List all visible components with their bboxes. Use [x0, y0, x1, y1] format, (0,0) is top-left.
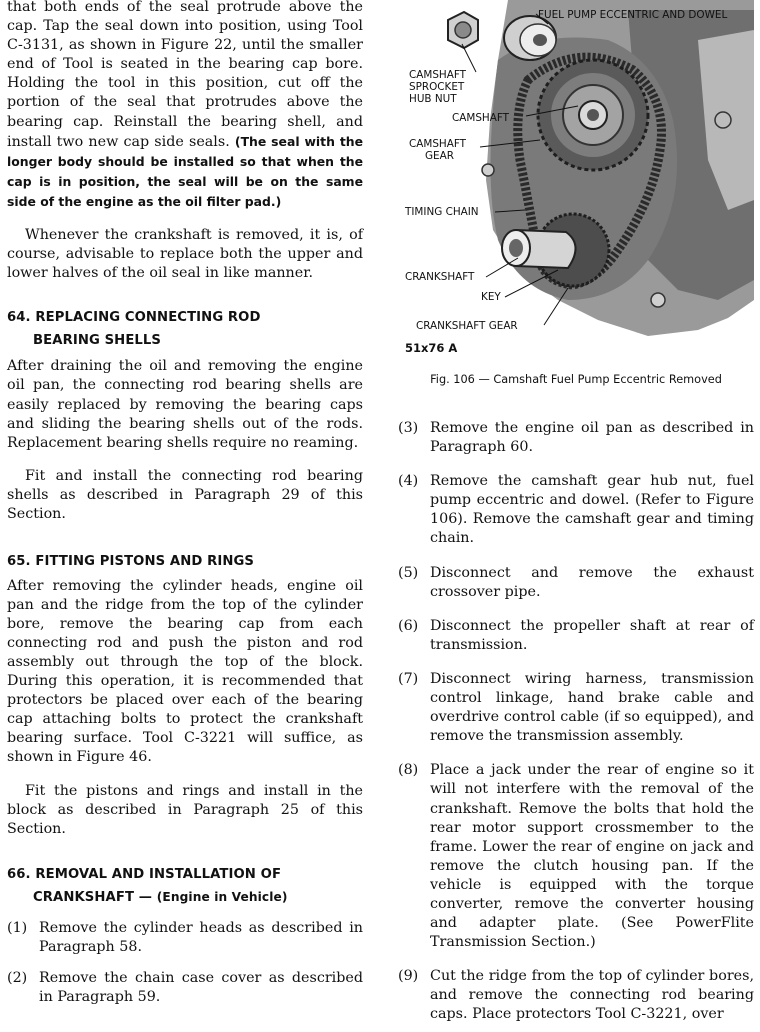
label-camshaft-gear-2: GEAR — [425, 150, 454, 162]
list-item-text: Disconnect and remove the exhaust crossover pipe. — [430, 564, 754, 600]
section-66-heading-sub: (Engine in Vehicle) — [156, 890, 288, 905]
list-item-number: (9) — [398, 968, 419, 985]
figure-id: 51x76 A — [405, 341, 458, 355]
list-item-number: (6) — [398, 617, 419, 634]
label-crankshaft: CRANKSHAFT — [405, 271, 475, 283]
list-item — [398, 670, 754, 746]
intro-bold-note: (The seal with the longer body should be installed so that when the cap is in position, the seal will be on the same side of the engine as the oil filter pad.) — [7, 133, 363, 209]
list-item-text: Disconnect the propeller shaft at rear of transmission. — [430, 617, 754, 653]
section-64-para2: Fit and install the connecting rod bearing shells as described in Paragraph 29 of this Section. — [7, 467, 363, 522]
label-timing-chain: TIMING CHAIN — [405, 206, 479, 218]
list-item-number: (3) — [398, 420, 419, 436]
label-camshaft-sprocket-3: HUB NUT — [409, 93, 457, 105]
list-item — [7, 919, 363, 957]
section-64-heading — [7, 307, 363, 352]
section-65-para2: Fit the pistons and rings and install in the block as described in Paragraph 25 of this Section. — [7, 782, 363, 837]
list-item — [398, 564, 754, 602]
label-camshaft-gear-1: CAMSHAFT — [409, 138, 466, 150]
list-item-number: (5) — [398, 564, 419, 581]
list-item-number: (7) — [398, 670, 419, 687]
intro-paragraph — [7, 0, 363, 212]
label-camshaft-sprocket-2: SPROCKET — [409, 81, 465, 93]
section-66-heading — [7, 864, 363, 910]
section-66-heading-line2: CRANKSHAFT — — [33, 890, 153, 906]
list-item — [398, 617, 754, 655]
label-crankshaft-gear: CRANKSHAFT GEAR — [416, 320, 518, 332]
list-item — [398, 472, 754, 548]
list-item-text: Disconnect wiring harness, transmission control linkage, hand brake cable and overdrive control cable (if so equipped), and remove the transmission assembly. — [430, 670, 754, 745]
list-item — [7, 969, 363, 1007]
list-item-text: Remove the camshaft gear hub nut, fuel pump eccentric and dowel. (Refer to Figure 106). Remove the camshaft gear and timing chain. — [430, 473, 754, 547]
right-column — [398, 419, 754, 1025]
list-item — [398, 967, 754, 1024]
label-camshaft-sprocket-1: CAMSHAFT — [409, 69, 466, 81]
figure-caption: Fig. 106 — Camshaft Fuel Pump Eccentric Removed — [430, 373, 722, 386]
list-item-text: Remove the engine oil pan as described in Paragraph 60. — [430, 420, 754, 456]
section-66-heading-line1: 66. REMOVAL AND INSTALLATION OF — [7, 866, 282, 882]
intro-text: that both ends of the seal protrude above the cap. Tap the seal down into position, using Tool C-3131, as shown in Figure 22, until the smaller end of Tool is seated in the bearing cap bore. Holding the tool in this position, cut off the portion of the seal that protrudes above the bearing cap. Reinstall the bearing shell, and install two new cap side seals. — [7, 0, 363, 150]
list-item-number: (2) — [7, 969, 28, 986]
list-item-number: (1) — [7, 919, 28, 936]
list-item-text: Remove the chain case cover as described in Paragraph 59. — [39, 969, 363, 1006]
label-camshaft: CAMSHAFT — [452, 112, 509, 124]
section-65-para1: After removing the cylinder heads, engine oil pan and the ridge from the top of the cylinder bore, remove the bearing cap from each connecting rod and push the piston and rod assembly out through the top of the block. During this operation, it is recommended that protectors be placed over each of the bearing cap attaching bolts to protect the crankshaft bearing surface. Tool C-3221 will suffice, as shown in Figure 46. — [7, 577, 363, 766]
label-fuel-pump-eccentric: FUEL PUMP ECCENTRIC AND DOWEL — [538, 9, 728, 21]
list-item-text: Place a jack under the rear of engine so it will not interfere with the removal of the crankshaft. Remove the bolts that hold the rear motor support crossmember to the frame. Lower the rear of engine on jack and remove the clutch housing pan. If the vehicle is equipped with the torque converter, remove the converter housing and adapter plate. (See PowerFlite Transmission Section.) — [430, 762, 754, 951]
section-64-heading-line1: 64. REPLACING CONNECTING ROD — [7, 310, 261, 326]
left-column — [7, 0, 363, 1007]
list-item — [398, 761, 754, 952]
list-item — [398, 419, 754, 457]
section-65-heading: 65. FITTING PISTONS AND RINGS — [7, 554, 255, 570]
crankshaft-seal-paragraph: Whenever the crankshaft is removed, it is, of course, advisable to replace both the upper and lower halves of the oil seal in like manner. — [7, 227, 363, 282]
list-item-number: (8) — [398, 762, 419, 779]
list-item-text: Remove the cylinder heads as described in Paragraph 58. — [39, 919, 363, 955]
section-64-heading-line2: BEARING SHELLS — [33, 332, 162, 348]
label-key: KEY — [481, 291, 501, 303]
section-66-heading-line2-wrap — [7, 886, 363, 910]
engine-photo — [398, 0, 754, 362]
figure-106 — [398, 0, 754, 362]
list-item-text: Cut the ridge from the top of cylinder bores, and remove the connecting rod bearing caps. Place protectors Tool C-3221, over — [430, 968, 754, 1023]
list-item-number: (4) — [398, 473, 419, 490]
section-64-para1: After draining the oil and removing the engine oil pan, the connecting rod bearing shells are easily replaced by removing the bearing caps and sliding the bearing shells out of the rods. Replacement bearing shells require no reaming. — [7, 358, 363, 451]
